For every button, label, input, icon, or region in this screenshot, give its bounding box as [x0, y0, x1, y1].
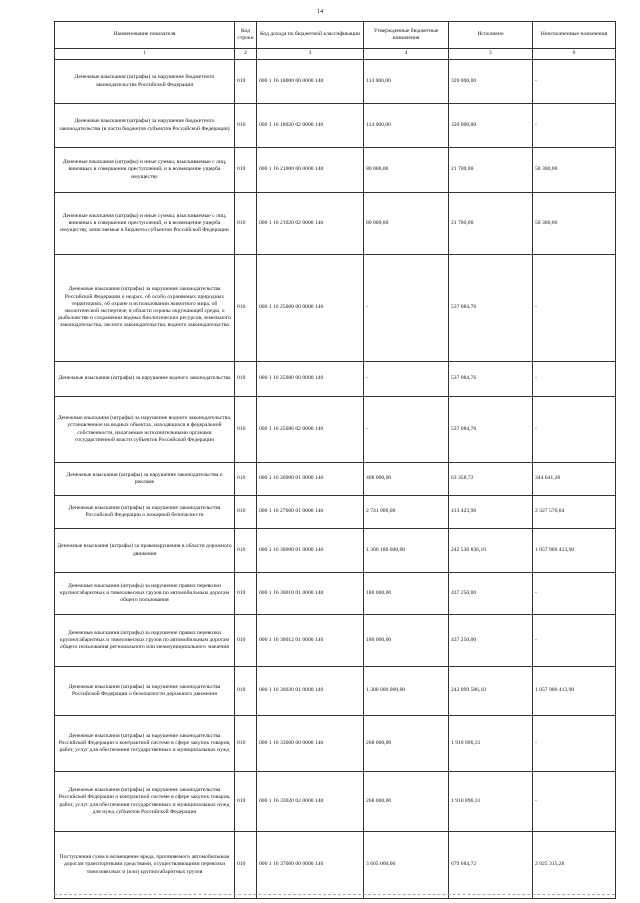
table-row: [55, 667, 616, 716]
indicator-name-cell: Денежные взыскания (штрафы) за правонарушения в области дорожного движения: [55, 529, 235, 573]
executed-amount-cell: 21 700,00: [449, 193, 533, 255]
table-row: [55, 397, 616, 463]
income-code-cell: 000 1 16 18020 02 0000 140: [257, 104, 364, 148]
page-number: 14: [316, 8, 324, 15]
approved-amount-cell: 180 000,00: [364, 573, 449, 615]
indicator-name-cell: Денежные взыскания (штрафы) за нарушение бюджетного законодательства (в части бюджетов субъектов Российской Федерации): [55, 104, 235, 148]
indicator-name-cell: Денежные взыскания (штрафы) за нарушение правил перевозки крупногабаритных и тяжеловесных грузов по автомобильным дорогам общего пользования: [55, 573, 235, 615]
line-code-cell: 010: [235, 772, 257, 832]
unexecuted-amount-cell: 1 057 900 413,90: [533, 667, 616, 716]
unexecuted-amount-cell: 344 641,28: [533, 463, 616, 496]
approved-amount-cell: 1 300 180 000,00: [364, 529, 449, 573]
executed-amount-cell: 242 536 836,10: [449, 529, 533, 573]
unexecuted-amount-cell: -: [533, 615, 616, 667]
table-row: [55, 832, 616, 899]
indicator-name-cell: Денежные взыскания (штрафы) за нарушение законодательства Российской Федерации о контрактной системе в сфере закупок товаров, работ, услуг для обеспечения государственных и муниципальных нужд для нужд субъектов Российской Федерации: [55, 772, 235, 832]
line-code-cell: 010: [235, 529, 257, 573]
table-row: [55, 362, 616, 397]
unexecuted-amount-cell: 1 057 900 413,90: [533, 529, 616, 573]
table-header-row: [55, 22, 616, 49]
executed-amount-cell: 1 910 896,31: [449, 772, 533, 832]
line-code-cell: 010: [235, 104, 257, 148]
indicator-name-cell: Денежные взыскания (штрафы) и иные суммы, взыскиваемые с лиц, виновных в совершении преступлений, и в возмещение ущерба имуществу: [55, 148, 235, 193]
header-name: Наименование показателя: [55, 22, 235, 49]
approved-amount-cell: 3 605 000,00: [364, 832, 449, 899]
table-row: [55, 772, 616, 832]
income-code-cell: 000 1 16 30020 01 0000 140: [257, 667, 364, 716]
table-row: [55, 60, 616, 104]
executed-amount-cell: 537 084,76: [449, 362, 533, 397]
table-row: [55, 463, 616, 496]
column-number-row: [55, 49, 616, 60]
approved-amount-cell: 268 000,00: [364, 772, 449, 832]
executed-amount-cell: 21 700,00: [449, 148, 533, 193]
table-row: [55, 148, 616, 193]
line-code-cell: 010: [235, 667, 257, 716]
income-code-cell: 000 1 16 33020 02 0000 140: [257, 772, 364, 832]
indicator-name-cell: Денежные взыскания (штрафы) за нарушение законодательства Российской Федерации о безопасности дорожного движения: [55, 667, 235, 716]
indicator-name-cell: Денежные взыскания (штрафы) за нарушение законодательства о рекламе: [55, 463, 235, 496]
header-approved: Утвержденные бюджетные назначения: [364, 22, 449, 49]
table-row: [55, 255, 616, 362]
line-code-cell: 010: [235, 148, 257, 193]
table-body: [55, 60, 616, 899]
executed-amount-cell: 413 423,96: [449, 496, 533, 529]
executed-amount-cell: 537 084,76: [449, 255, 533, 362]
table-row: [55, 529, 616, 573]
table-row: [55, 716, 616, 772]
approved-amount-cell: 180 000,00: [364, 615, 449, 667]
approved-amount-cell: 1 300 000 000,00: [364, 667, 449, 716]
income-code-cell: 000 1 16 26000 01 0000 140: [257, 463, 364, 496]
executed-amount-cell: 437 250,00: [449, 573, 533, 615]
income-code-cell: 000 1 16 27000 01 0000 140: [257, 496, 364, 529]
executed-amount-cell: 242 099 586,10: [449, 667, 533, 716]
income-code-cell: 000 1 16 18000 00 0000 140: [257, 60, 364, 104]
approved-amount-cell: 80 000,00: [364, 193, 449, 255]
unexecuted-amount-cell: -: [533, 397, 616, 463]
line-code-cell: 010: [235, 193, 257, 255]
unexecuted-amount-cell: -: [533, 255, 616, 362]
approved-amount-cell: -: [364, 255, 449, 362]
income-code-cell: 000 1 16 21020 02 0000 140: [257, 193, 364, 255]
unexecuted-amount-cell: -: [533, 60, 616, 104]
indicator-name-cell: Денежные взыскания (штрафы) и иные суммы, взыскиваемые с лиц, виновных в совершении преступлений, и в возмещение ущерба имуществу, зачисляемые в бюджеты субъектов Российской Федерации: [55, 193, 235, 255]
line-code-cell: 010: [235, 573, 257, 615]
income-code-cell: 000 1 16 33000 00 0000 140: [257, 716, 364, 772]
income-code-cell: 000 1 16 37000 00 0000 140: [257, 832, 364, 899]
table-row: [55, 496, 616, 529]
column-number: 2: [235, 49, 257, 60]
table-row: [55, 104, 616, 148]
scan-edge-line: [54, 894, 615, 895]
column-number: 5: [449, 49, 533, 60]
income-code-cell: 000 1 16 21000 00 0000 140: [257, 148, 364, 193]
executed-amount-cell: 437 250,00: [449, 615, 533, 667]
column-number: 3: [257, 49, 364, 60]
indicator-name-cell: Денежные взыскания (штрафы) за нарушение водного законодательства: [55, 362, 235, 397]
line-code-cell: 010: [235, 832, 257, 899]
table-row: [55, 573, 616, 615]
line-code-cell: 010: [235, 60, 257, 104]
unexecuted-amount-cell: -: [533, 362, 616, 397]
approved-amount-cell: 80 000,00: [364, 148, 449, 193]
indicator-name-cell: Поступления сумм в возмещение вреда, причиняемого автомобильным дорогам транспортными средствами, осуществляющими перевозки тяжеловесных и (или) крупногабаритных грузов: [55, 832, 235, 899]
unexecuted-amount-cell: -: [533, 573, 616, 615]
line-code-cell: 010: [235, 397, 257, 463]
header-executed: Исполнено: [449, 22, 533, 49]
unexecuted-amount-cell: 2 925 315,28: [533, 832, 616, 899]
unexecuted-amount-cell: 58 300,00: [533, 193, 616, 255]
income-code-cell: 000 1 16 25086 02 0000 140: [257, 397, 364, 463]
unexecuted-amount-cell: 2 327 576,04: [533, 496, 616, 529]
income-code-cell: 000 1 16 25080 00 0000 140: [257, 362, 364, 397]
executed-amount-cell: 320 000,00: [449, 104, 533, 148]
executed-amount-cell: 320 000,00: [449, 60, 533, 104]
line-code-cell: 010: [235, 463, 257, 496]
budget-execution-table: [54, 21, 616, 899]
approved-amount-cell: 268 000,00: [364, 716, 449, 772]
line-code-cell: 010: [235, 716, 257, 772]
approved-amount-cell: 114 000,00: [364, 60, 449, 104]
line-code-cell: 010: [235, 255, 257, 362]
executed-amount-cell: 679 684,72: [449, 832, 533, 899]
table-row: [55, 615, 616, 667]
indicator-name-cell: Денежные взыскания (штрафы) за нарушение законодательства Российской Федерации о недрах, об особо охраняемых природных территориях, об охране и использовании животного мира, об экологической экспертизе, в области охраны окружающей среды, о рыболовстве и сохранении водных биологических ресурсов, земельного законодательства, лесного законодательства, водного законодательства: [55, 255, 235, 362]
header-unexecuted: Неисполненные назначения: [533, 22, 616, 49]
approved-amount-cell: 114 000,00: [364, 104, 449, 148]
approved-amount-cell: 408 000,00: [364, 463, 449, 496]
income-code-cell: 000 1 16 30010 01 0000 140: [257, 573, 364, 615]
column-number: 6: [533, 49, 616, 60]
indicator-name-cell: Денежные взыскания (штрафы) за нарушение правил перевозки крупногабаритных и тяжеловесных грузов по автомобильным дорогам общего пользования регионального или межмуниципального значения: [55, 615, 235, 667]
income-code-cell: 000 1 16 30012 01 0000 140: [257, 615, 364, 667]
income-code-cell: 000 1 16 25000 00 0000 140: [257, 255, 364, 362]
line-code-cell: 010: [235, 362, 257, 397]
executed-amount-cell: 1 910 896,31: [449, 716, 533, 772]
line-code-cell: 010: [235, 615, 257, 667]
unexecuted-amount-cell: -: [533, 772, 616, 832]
indicator-name-cell: Денежные взыскания (штрафы) за нарушение бюджетного законодательства Российской Федерации: [55, 60, 235, 104]
unexecuted-amount-cell: 58 300,00: [533, 148, 616, 193]
unexecuted-amount-cell: -: [533, 716, 616, 772]
indicator-name-cell: Денежные взыскания (штрафы) за нарушение водного законодательства, установленное на водных объектах, находящихся в федеральной собственности, налагаемые исполнительными органами государственной власти субъектов Российской Федерации: [55, 397, 235, 463]
header-income-code: Код дохода по бюджетной классификации: [257, 22, 364, 49]
unexecuted-amount-cell: -: [533, 104, 616, 148]
executed-amount-cell: 63 358,72: [449, 463, 533, 496]
indicator-name-cell: Денежные взыскания (штрафы) за нарушение законодательства Российской Федерации о пожарной безопасности: [55, 496, 235, 529]
indicator-name-cell: Денежные взыскания (штрафы) за нарушение законодательства Российской Федерации о контрактной системе в сфере закупок товаров, работ, услуг для обеспечения государственных и муниципальных нужд: [55, 716, 235, 772]
income-code-cell: 000 1 16 30000 01 0000 140: [257, 529, 364, 573]
header-line-code: Код строки: [235, 22, 257, 49]
approved-amount-cell: 2 741 000,00: [364, 496, 449, 529]
column-number: 4: [364, 49, 449, 60]
approved-amount-cell: -: [364, 362, 449, 397]
table-row: [55, 193, 616, 255]
approved-amount-cell: -: [364, 397, 449, 463]
executed-amount-cell: 537 084,76: [449, 397, 533, 463]
column-number: 1: [55, 49, 235, 60]
line-code-cell: 010: [235, 496, 257, 529]
